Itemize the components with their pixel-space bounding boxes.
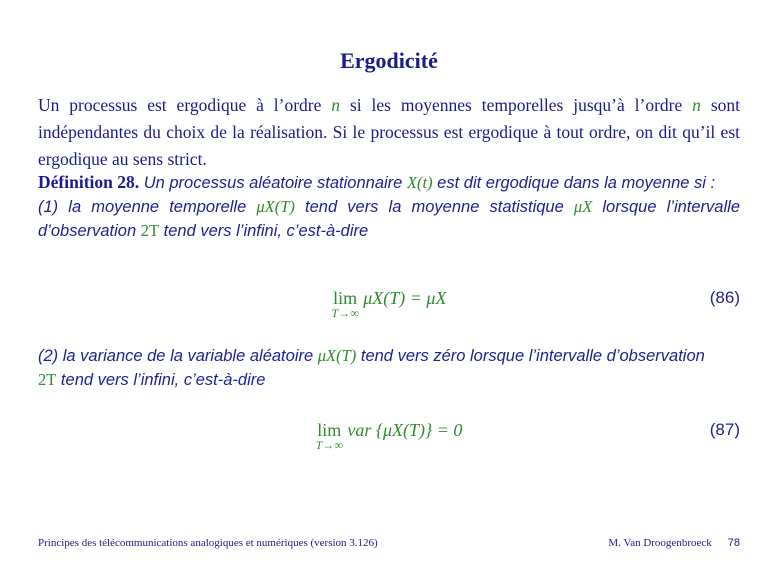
footer-author: M. Van Droogenbroeck [608, 537, 712, 549]
footer-right [608, 537, 740, 549]
equation-86-body: μX(T) = μX [363, 288, 447, 308]
math-Xt: X(t) [406, 173, 433, 192]
definition-block: Définition 28. Un processus aléatoire stationnaire X(t) est dit ergodique dans la moyenne si : (1) la moyenne temporelle μX(T) tend vers la moyenne statistique μX lorsque l’intervalle d’observation 2T tend vers l’infini, c’est-à-dire [38, 172, 740, 240]
page-title: Ergodicité [340, 48, 438, 73]
math-2T: 2T [140, 221, 160, 240]
page-number: 78 [727, 537, 740, 549]
equation-86: lim T→∞ μX(T) = μX (86) [331, 288, 740, 320]
math-muXT: μX(T) [256, 197, 295, 216]
equation-86-number: (86) [709, 288, 740, 307]
equation-87: lim T→∞ var {μX(T)} = 0 (87) [315, 420, 740, 452]
math-muX: μX [573, 197, 593, 216]
footer-title: Principes des télécommunications analogiques et numériques (version 3.126) [38, 537, 378, 549]
definition-part-2: (2) la variance de la variable aléatoire μX(T) tend vers zéro lorsque l’intervalle d’observation 2T tend vers l’infini, c’est-à-dire [38, 346, 705, 389]
equation-87-body: var {μX(T)} = 0 [347, 420, 463, 440]
intro-paragraph: Un processus est ergodique à l’ordre n si les moyennes temporelles jusqu’à l’ordre n sont indépendantes du choix de la réalisation. Si le processus est ergodique à tout ordre, on dit qu’il est ergodique au sens strict. [38, 95, 740, 169]
definition-heading: Définition 28. [38, 172, 140, 192]
equation-87-number: (87) [709, 420, 740, 439]
